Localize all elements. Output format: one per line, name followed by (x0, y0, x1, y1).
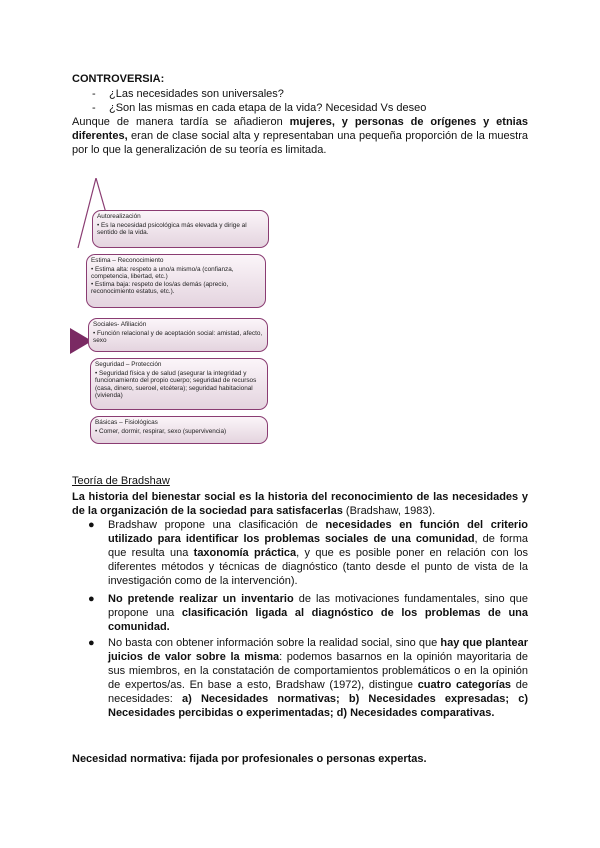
bradshaw-bullet-1: Bradshaw propone una clasificación de necesidades en función del criterio utilizado para identificar los problemas sociales de una comunidad, de forma que resulta una taxonomía práctica, y que es posible poner en relación con los diferentes métodos y técnicas de diagnóstico (tanto desde el punto de vista de la investigación como de la intervención). (108, 519, 529, 587)
controversia-item-2: ¿Son las mismas en cada etapa de la vida? Necesidad Vs deseo (109, 102, 427, 114)
dash-marker: - (92, 88, 96, 100)
bradshaw-lead: La historia del bienestar social es la historia del reconocimiento de las necesidades y de la organización de la sociedad para satisfacerlas (Bradshaw, 1983). (72, 491, 528, 517)
level-autorealizacion: Autorealización • Es la necesidad psicológica más elevada y dirige al sentido de la vida. (92, 210, 269, 248)
bullet-dot: ● (88, 593, 95, 605)
bradshaw-bullet-3: No basta con obtener información sobre la realidad social, sino que hay que plantear juicios de valor sobre la misma: podemos basarnos en la opinión mayoritaria de sus miembros, en la constatación de comportamientos problemáticos o en la opinión de expertos/as. En base a esto, Bradshaw (1972), distingue cuatro categorías de necesidades: a) Necesidades normativas; b) Necesidades expresadas; c) Necesidades percibidas o experimentadas; d) Necesidades comparativas. (108, 637, 529, 719)
dash-marker: - (92, 102, 96, 114)
level-seguridad: Seguridad – Protección • Seguridad física y de salud (asegurar la integridad y funcionamiento del propio cuerpo; seguridad de recursos (casa, dinero, sueroel, etcétera); seguridad habitacional (vivienda) (90, 358, 268, 410)
bradshaw-bullet-2: No pretende realizar un inventario de las motivaciones fundamentales, sino que propone una clasificación ligada al diagnóstico de los problemas de una comunidad. (108, 593, 529, 633)
bullet-dot: ● (88, 637, 95, 649)
controversia-paragraph: Aunque de manera tardía se añadieron mujeres, y personas de orígenes y etnias diferentes, eran de clase social alta y representaban una pequeña proporción de la muestra por lo que la generalización de su teoría es limitada. (72, 116, 528, 156)
necesidad-normativa-line: Necesidad normativa: fijada por profesionales o personas expertas. (72, 753, 427, 765)
level-sociales: Sociales- Afiliación • Función relacional y de aceptación social: amistad, afecto, sexo (88, 318, 268, 352)
level-basicas: Básicas – Fisiológicas • Comer, dormir, respirar, sexo (supervivencia) (90, 416, 268, 444)
level-estima: Estima – Reconocimiento • Estima alta: respeto a uno/a mismo/a (confianza, competencia, libertad, etc.) • Estima baja: respeto de los/as demás (aprecio, reconocimiento estatus, etc.). (86, 254, 266, 308)
bradshaw-heading: Teoría de Bradshaw (72, 475, 170, 487)
controversia-item-1: ¿Las necesidades son universales? (109, 88, 284, 100)
bullet-dot: ● (88, 519, 95, 531)
controversia-title: CONTROVERSIA: (72, 73, 165, 85)
maslow-pyramid-diagram (70, 178, 275, 448)
